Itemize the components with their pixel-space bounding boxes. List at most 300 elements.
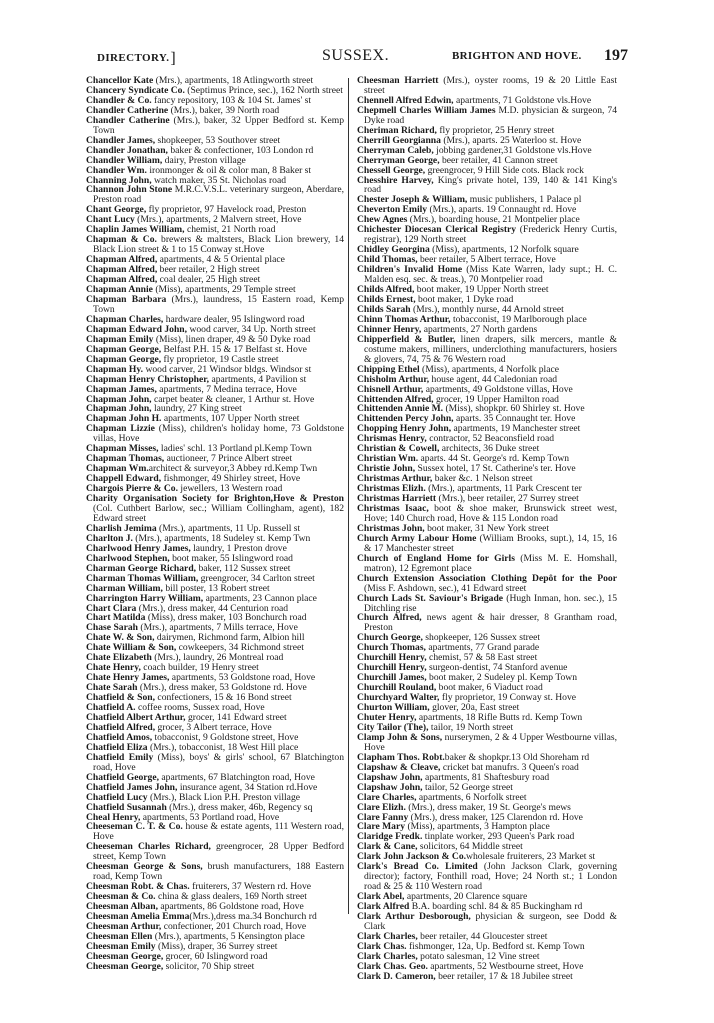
entry-details: fly proprietor, 25 Henry street [436, 124, 555, 136]
entry-name: Cheeseman C. T. & Co. [86, 821, 183, 833]
entry-details: (Mrs.), dress maker, 53 Goldstone rd. Hove [137, 682, 307, 694]
entry-name: Chart Matilda [86, 612, 146, 624]
entry-name: Chapman John, [86, 403, 152, 415]
entry-details: watch maker, 35 St. Nicholas road [151, 174, 287, 186]
running-head-county: SUSSEX. [322, 47, 390, 64]
entry-name: Chapman Alfred, [86, 264, 158, 276]
entry-details: apartments, 20 Clarence square [404, 891, 528, 903]
page-number: 197 [604, 47, 628, 64]
entry-details: wood carver, 34 Up. North street [187, 323, 316, 335]
entry-name: Chant George, [86, 204, 147, 216]
entry-name: Chatfield Eliza [86, 741, 148, 753]
directory-entry [357, 504, 617, 524]
entry-details: apartments, 77 Grand parade [425, 642, 540, 654]
entry-name: Chate William & Son, [86, 642, 177, 654]
entry-details: brush manufacturers, 188 Eastern road, Kemp Town [93, 861, 344, 883]
entry-name: Christie John, [357, 463, 416, 475]
entry-name: Charlish Jemima [86, 522, 157, 534]
entry-name: Chapman Thomas, [86, 453, 165, 465]
entry-details: cricket bat manufrs. 3 Queen's road [440, 761, 579, 773]
entry-name: Charman William, [86, 582, 163, 594]
directory-entry [357, 862, 617, 892]
entry-details: greengrocer, 9 Hill Side cots. Black rock [425, 164, 584, 176]
entry-details: boot maker, 2 Sudeley pl. Kemp Town [426, 672, 578, 684]
entry-details: glover, 20a, East street [429, 702, 520, 714]
entry-name: Churchill Henry, [357, 652, 427, 664]
entry-name: Clark & Cane, [357, 841, 418, 853]
directory-entry [86, 494, 344, 524]
directory-entry [357, 335, 617, 365]
entry-name: Charman Thomas William, [86, 572, 199, 584]
entry-details: (Miss), apartments, 12 Norfolk square [429, 244, 579, 256]
entry-details: dairy, Preston village [162, 154, 246, 166]
entry-details: (Mrs.), apartments, 11 Park Crescent ter [425, 483, 582, 495]
entry-name: Cheesman George, [86, 960, 164, 972]
entry-details: (Mrs.), dress maker, 19 St. George's mews [405, 801, 571, 813]
entry-name: Chapman George, [86, 343, 162, 355]
entry-details: apartments, 6 Norfolk street [416, 791, 527, 803]
column-divider [348, 78, 349, 914]
entry-name: Cheesman & Co. [86, 891, 156, 903]
entry-details: baker & confectioner, 103 London rd [167, 144, 314, 156]
entry-name: Christmas Arthur, [357, 473, 433, 485]
entry-name: Christmas Isaac, [357, 502, 429, 514]
entry-name: Charity Organisation Society for Brighton,Hove & Preston [86, 493, 344, 505]
entry-details: apartments, 67 Blatchington road, Hove [159, 771, 315, 783]
entry-name: Childs Sarah [357, 303, 411, 315]
directory-entry [86, 295, 344, 315]
directory-entry [357, 176, 617, 196]
entry-name: Chapman James, [86, 383, 157, 395]
entry-details: (Mrs.), apartments, 5 Kensington place [152, 930, 305, 942]
entry-name: Churton William, [357, 702, 430, 714]
directory-entry [86, 753, 344, 773]
entry-details: apartments, 7 Medina terrace, Hove [156, 383, 297, 395]
entry-name: Chandler William, [86, 154, 163, 166]
entry-name: Chapman Charles, [86, 313, 164, 325]
entry-name: Chapman Henry Christopher, [86, 373, 210, 385]
entry-name: Clark John Jackson & Co. [357, 851, 467, 863]
entry-name: Charman George Richard, [86, 562, 197, 574]
entry-details: coach builder, 19 Henry street [140, 662, 259, 674]
entry-details: carpet beater & cleaner, 1 Arthur st. Hove [151, 393, 315, 405]
entry-name: Chapman Wm. [86, 463, 149, 475]
entry-name: Chatfield Alfred, [86, 721, 156, 733]
entry-details: beer retailer, 5 Albert terrace, Hove [417, 254, 556, 266]
entry-details: auctioneer, 7 Prince Albert street [164, 453, 293, 465]
entry-details: coal dealer, 25 High street [157, 274, 261, 286]
entry-details: nurserymen, 2 & 4 Upper Westbourne villas, Hove [364, 731, 617, 753]
entry-details: (Frederick Henry Curtis, registrar), 129 North street [364, 224, 618, 246]
entry-details: (Miss M. E. Homshall, matron), 12 Egremont place [364, 552, 617, 574]
entry-details: (Miss), apartments, 29 Temple street [152, 284, 296, 296]
entry-details: baker, 112 Sussex street [196, 562, 291, 574]
entry-details: house & estate agents, 111 Western road, Hove [93, 821, 345, 843]
entry-details: chemist, 21 North road [184, 224, 276, 236]
entry-details: greengrocer, 34 Carlton street [198, 572, 315, 584]
entry-name: Chipping Ethel [357, 363, 420, 375]
entry-name: Chinn Thomas Arthur, [357, 313, 451, 325]
entry-details: potato salesman, 12 Vine street [417, 950, 540, 962]
entry-details: apartments, 27 North gardens [421, 323, 538, 335]
entry-details: apartments, 53 Goldstone road, Hove [169, 672, 316, 684]
entry-details: boot maker, 19 Upper North street [414, 284, 549, 296]
entry-name: Clark Arthur Desborough, [357, 911, 471, 923]
entry-name: Churchill James, [357, 672, 427, 684]
entry-details: ladies' schl. 13 Portland pl.Kemp Town [158, 443, 312, 455]
entry-details: (Mrs.), Black Lion P.H. Preston village [147, 791, 300, 803]
directory-entry [357, 912, 617, 932]
entry-details: Belfast P.H. 15 & 17 Belfast st. Hove [161, 343, 307, 355]
entry-name: Christian & Cowell, [357, 443, 440, 455]
entry-details: aparts. 44 St. George's rd. Kemp Town [418, 453, 570, 465]
entry-name: Chargois Pierre & Co. [86, 483, 179, 495]
entry-name: Church Alfred, [357, 612, 422, 624]
entry-details: (Miss), boys' & girls' school, 67 Blatchington road, Hove [93, 751, 344, 773]
entry-details: M.D. physician & surgeon, 74 Dyke road [364, 104, 618, 126]
entry-details: fly proprietor, 97 Havelock road, Preston [146, 204, 307, 216]
entry-details: beer retailer, 2 High street [157, 264, 260, 276]
entry-name: Chatfield Lucy [86, 791, 148, 803]
entry-name: Clark Charles, [357, 950, 418, 962]
entry-details: apartments, 4 & 5 Oriental place [157, 254, 285, 266]
entry-details: surgeon-dentist, 74 Stanford avenue [426, 662, 568, 674]
entry-name: Chapman Barbara [86, 293, 167, 305]
entry-name: Clark Chas. [357, 940, 407, 952]
entry-details: house agent, 44 Caledonian road [429, 373, 558, 385]
entry-details: (Miss), apartments, 4 Norfolk place [419, 363, 559, 375]
entry-name: Cheesman George, [86, 950, 164, 962]
entry-details: boot maker, 55 Islingword road [169, 552, 293, 564]
entry-name: Chate W. & Son, [86, 632, 155, 644]
entry-name: Chapman George, [86, 353, 162, 365]
entry-name: Chatfield Susannah [86, 801, 167, 813]
entry-details: (Miss F. Ashdown, sec.), 41 Edward street [364, 582, 527, 594]
entry-name: Chatfield & Son, [86, 692, 156, 704]
entry-name: Christmas John, [357, 522, 425, 534]
entry-details: fly proprietor, 19 Conway st. Hove [439, 692, 577, 704]
entry-name: Chessell George, [357, 164, 426, 176]
entry-name: Christmas Harriett [357, 493, 437, 505]
entry-name: Churchill Rouland, [357, 682, 437, 694]
entry-name: Chatfield Emily [86, 751, 154, 763]
entry-name: Cheeseman Charles Richard, [86, 841, 211, 853]
entry-details: apartments, 52 Westbourne street, Hove [427, 960, 584, 972]
entry-details: tinplate worker, 293 Queen's Park road [422, 831, 575, 843]
entry-name: Clapshaw & Cleave, [357, 761, 441, 773]
entry-name: Clark Abel, [357, 891, 405, 903]
directory-label: DIRECTORY. [97, 52, 170, 64]
entry-name: Cheesman Emily [86, 940, 156, 952]
directory-entry [86, 424, 344, 444]
entry-details: baker &c. 1 Nelson street [432, 473, 533, 485]
entry-details: solicitors, 64 Middle street [417, 841, 523, 853]
entry-details: fly proprietor, 19 Castle street [161, 353, 279, 365]
entry-name: Chandler Catherine [86, 104, 169, 116]
entry-details: boot & shoe maker, Brunswick street west, Hove; 140 Church road, Hove & 115 London road [364, 502, 617, 524]
entry-name: Clare Elizh. [357, 801, 406, 813]
entry-details: (Mrs.), laundry, 26 Montreal road [151, 652, 284, 664]
entry-details: insurance agent, 34 Station rd.Hove [177, 781, 318, 793]
directory-entry [357, 613, 617, 633]
entry-details: tobacconist, 9 Goldstone street, Hove [152, 731, 299, 743]
directory-entry [357, 574, 617, 594]
entry-name: Chapman Lizzie [86, 423, 155, 435]
entry-details: laundry, 1 Preston drove [190, 542, 287, 554]
entry-name: Chepmell Charles William James [357, 104, 496, 116]
entry-name: Chatfield Albert Arthur, [86, 712, 186, 723]
entry-details: (Mrs.), baker, 39 North road [168, 104, 280, 116]
entry-name: Christmas Elizh. [357, 483, 426, 495]
directory-entry [86, 185, 344, 205]
entry-name: Cheesman Alban, [86, 901, 158, 913]
entry-name: Chancellor Kate [86, 75, 154, 86]
entry-details: dairymen, Richmond farm, Albion hill [154, 632, 305, 644]
entry-details: architects, 36 Duke street [439, 443, 540, 455]
entry-name: Chart Clara [86, 602, 137, 614]
entry-name: Chichester Diocesan Clerical Registry [357, 224, 517, 236]
entry-details: shopkeeper, 53 Southover street [155, 134, 281, 146]
entry-name: Clark Chas. Geo. [357, 960, 428, 972]
entry-name: Chandler Catherine [86, 114, 170, 126]
entry-name: Chant Lucy [86, 214, 135, 226]
directory-entry [357, 733, 617, 753]
entry-details: (Mrs.), oyster rooms, 19 & 20 Little East street [364, 75, 617, 96]
entry-details: architect & surveyor,3 Abbey rd.Kemp Twn [148, 463, 318, 475]
entry-details: (Miss), dress maker, 103 Bonchurch road [145, 612, 307, 624]
directory-entry [86, 862, 344, 882]
entry-name: Chancery Syndicate Co. [86, 84, 185, 96]
entry-details: news agent & hair dresser, 8 Grantham road, Preston [364, 612, 617, 634]
entry-details: B.A. boarding schl. 84 & 85 Buckingham rd [409, 901, 583, 913]
entry-name: Church Lads St. Saviour's Brigade [357, 592, 504, 604]
entry-details: apartments, 107 Upper North street [161, 413, 300, 425]
entry-details: greengrocer, 28 Upper Bedford street, Kemp Town [93, 841, 344, 863]
entry-name: Child Thomas, [357, 254, 418, 266]
entry-name: Cheriman Richard, [357, 124, 437, 136]
entry-details: shopkeeper, 126 Sussex street [422, 632, 541, 644]
entry-name: Cherrill Georgianna [357, 134, 441, 146]
entry-details: fruiterers, 37 Western rd. Hove [189, 881, 312, 893]
entry-details: tailor, 19 North street [428, 721, 514, 733]
directory-entry [357, 972, 617, 982]
running-head-left [97, 50, 176, 68]
entry-name: Clare Fanny [357, 811, 409, 823]
directory-entry [86, 116, 344, 136]
entry-name: Chatfield Amos, [86, 731, 153, 743]
entry-details: boot maker, 31 New York street [424, 522, 550, 534]
entry-name: Chaplin James William, [86, 224, 185, 236]
entry-name: Church Thomas, [357, 642, 426, 654]
entry-name: Clapshaw John, [357, 771, 423, 783]
entry-name: Clark Charles, [357, 930, 418, 942]
entry-name: Charlwood Stephen, [86, 552, 170, 564]
entry-details: boot maker, 6 Viaduct road [436, 682, 543, 694]
entry-name: Chester Joseph & William, [357, 194, 468, 206]
entry-details: wholesale fruiterers, 23 Market st [466, 851, 596, 863]
entry-name: Chennell Alfred Edwin, [357, 94, 454, 106]
entry-details: aparts. 35 Connaught ter. Hove [453, 413, 576, 425]
entry-details: apartments, 53 Portland road, Hove [140, 811, 280, 823]
entry-name: Chittenden Alfred, [357, 393, 434, 405]
entry-details: contractor, 52 Beaconsfield road [426, 433, 555, 445]
entry-name: Cheesman Ellen [86, 930, 153, 942]
entry-details: apartments, 71 Goldstone vls.Hove [453, 94, 592, 106]
entry-name: Chandler Jonathan, [86, 144, 168, 156]
entry-details: tailor, 52 George street [422, 781, 513, 793]
entry-name: Cheesman Arthur, [86, 921, 162, 933]
entry-details: (Mrs.), laundress, 15 Eastern road, Kemp Town [93, 293, 345, 315]
entry-details: (Mrs.), baker, 32 Upper Bedford st. Kemp Town [93, 114, 344, 136]
entry-details: apartments, 86 Goldstone road, Hove [157, 901, 304, 913]
entry-details: (Mrs.), apartments, 7 Mills terrace, Hove [137, 622, 298, 634]
running-head-town: BRIGHTON AND HOVE. [452, 50, 582, 62]
entry-name: Chandler Wm. [86, 164, 147, 176]
entry-details: (Miss), apartments, 3 Hampton place [405, 821, 550, 833]
entry-details: bill poster, 13 Robert street [162, 582, 270, 594]
entry-details: hardware dealer, 95 Islingword road [163, 313, 305, 325]
entry-name: Chate Henry, [86, 662, 141, 674]
entry-details: confectioner, 201 Church road, Hove [161, 921, 307, 933]
entry-details: beer retailer, 44 Gloucester street [417, 930, 548, 942]
entry-name: Clark Alfred [357, 901, 410, 913]
entry-details: beer retailer, 41 Cannon street [439, 154, 558, 166]
entry-name: Charrington Harry William, [86, 592, 204, 604]
entry-details: jobbing gardener,31 Goldstone vls.Hove [433, 144, 592, 156]
entry-details: (John Jackson Clark, governing director); factory, Fonthill road, Hove; 24 North st.; 1 London road & 25 & 110 Western road [364, 861, 617, 893]
directory-entry [357, 265, 617, 285]
entry-details: (Mrs.), apartments, 18 Sudeley st. Kemp Twn [132, 532, 311, 544]
entry-details: (Mrs.), apartments, 2 Malvern street, Hove [134, 214, 302, 226]
entry-name: Charlwood Henry James, [86, 542, 191, 554]
entry-name: Clapham Thos. Robt. [357, 751, 445, 763]
entry-details: apartments, 18 Rifle Butts rd. Kemp Town [416, 712, 583, 723]
entry-name: Clapshaw John, [357, 781, 423, 793]
entry-details: (Hugh Inman, hon. sec.), 15 Ditchling rise [364, 592, 617, 614]
entry-name: Cheesman George & Sons, [86, 861, 203, 873]
entry-details: grocer, 19 Upper Hamilton road [433, 393, 559, 405]
entry-name: Chapman Hy. [86, 363, 144, 375]
entry-details: (Mrs.), dress maker, 46b, Regency sq [166, 801, 313, 813]
directory-entry [86, 842, 344, 862]
directory-entry [86, 822, 344, 842]
entry-details: (Mrs.), beer retailer, 27 Surrey street [436, 493, 579, 505]
entry-name: Cheal Henry, [86, 811, 141, 823]
entry-details: physician & surgeon, see Dodd & Clark [364, 911, 617, 933]
entry-details: (William Brooks, supt.), 14, 15, 16 & 17 Manchester street [364, 532, 617, 554]
entry-details: boot maker, 1 Dyke road [415, 293, 514, 305]
entry-name: Cherryman Caleb, [357, 144, 434, 156]
entry-details: china & glass dealers, 169 North street [155, 891, 307, 903]
entry-name: Chapman Misses, [86, 443, 159, 455]
entry-details: (Mrs.), apartments, 18 Atlingworth street [153, 75, 314, 86]
directory-entry [357, 554, 617, 574]
entry-details: fishmonger, 49 Shirley street, Hove [161, 473, 301, 485]
entry-name: Chesshire Harvey, [357, 174, 434, 186]
entry-name: Cheesman Harriett [357, 75, 439, 86]
entry-details: apartments, 19 Manchester street [451, 423, 581, 435]
entry-details: coffee rooms, Sussex road, Hove [135, 702, 265, 714]
entry-name: Chapman Edward John, [86, 323, 188, 335]
entry-details: (Miss), shopkpr. 60 Shirley st. Hove [443, 403, 585, 415]
entry-details: apartments, 49 Goldstone villas, Hove [423, 383, 573, 395]
entry-name: Clamp John & Sons, [357, 731, 443, 743]
entry-name: Chate Elizabeth [86, 652, 152, 664]
directory-entry [357, 594, 617, 614]
entry-details: fishmonger, 12a, Up. Bedford st. Kemp Town [406, 940, 585, 952]
entry-details: (Miss), children's holiday home, 73 Goldstone villas, Hove [93, 423, 344, 445]
right-column [357, 76, 617, 982]
entry-details: confectioners, 15 & 16 Bond street [155, 692, 292, 704]
entry-name: Chatfield A. [86, 702, 136, 714]
directory-entry [357, 225, 617, 245]
entry-name: Chew Agnes [357, 214, 408, 226]
entry-name: Chapman Alfred, [86, 254, 158, 266]
entry-name: Chittenden Percy John, [357, 413, 454, 425]
entry-details: (Miss Kate Warren, lady supt.; H. C. Malden esq. sec. & treas.), 70 Montpelier road [364, 264, 617, 286]
entry-name: Churchyard Walter, [357, 692, 440, 704]
entry-name: Channing John, [86, 174, 152, 186]
entry-name: Clare Charles, [357, 791, 417, 803]
entry-details: (Miss), linen draper, 49 & 50 Dyke road [153, 333, 311, 345]
entry-details: (Mrs.), tobacconist, 18 West Hill place [147, 741, 299, 753]
entry-details: fancy repository, 103 & 104 St. James' st [151, 94, 312, 106]
entry-details: (Mrs.), monthly nurse, 44 Arnold street [410, 303, 564, 315]
entry-details: (Mrs.), dress maker, 44 Centurion road [136, 602, 289, 614]
entry-details: grocer, 3 Albert terrace, Hove [155, 721, 272, 733]
bracket-glyph: ] [170, 50, 177, 67]
entry-details: Sussex hotel, 17 St. Catherine's ter. Hove [415, 463, 576, 475]
entry-details: beer retailer, 17 & 18 Jubilee street [435, 970, 573, 982]
entry-details: (Mrs.), boarding house, 21 Montpelier place [407, 214, 580, 226]
entry-name: Childs Ernest, [357, 293, 416, 305]
entry-details: linen drapers, silk mercers, mantle & costume makers, milliners, underclothing manufacturers, hosiers & glovers, 74, 75 & 76 Western road [364, 333, 617, 365]
entry-details: King's private hotel, 139, 140 & 141 King's road [364, 174, 617, 196]
entry-details: (Miss), draper, 36 Surrey street [155, 940, 278, 952]
entry-name: Chapman John H. [86, 413, 162, 425]
entry-name: Childs Alfred, [357, 284, 415, 296]
entry-details: ironmonger & oil & color man, 8 Baker st [146, 164, 312, 176]
entry-details: (Mrs.),dress ma.34 Bonchurch rd [189, 911, 317, 923]
entry-name: Children's Invalid Home [357, 264, 463, 276]
entry-details: cowkeepers, 34 Richmond street [176, 642, 304, 654]
entry-details: chemist, 57 & 58 East street [426, 652, 538, 664]
entry-name: Charlton J. [86, 532, 133, 544]
entry-name: Clark D. Cameron, [357, 970, 436, 982]
entry-name: Chapman Alfred, [86, 274, 158, 286]
entry-name: Chidley Georgina [357, 244, 430, 256]
entry-details: (Mrs.), aparts. 25 Waterloo st. Hove [440, 134, 582, 146]
entry-name: Chapman John, [86, 393, 152, 405]
entry-details: (Septimus Prince, sec.), 162 North street [184, 84, 343, 96]
left-column [86, 76, 344, 972]
entry-name: Chapman Annie [86, 284, 153, 296]
entry-name: City Tailor (The), [357, 721, 429, 733]
entry-name: Chuter Henry, [357, 712, 417, 723]
entry-name: Cheesman Amelia Emma [86, 911, 190, 923]
entry-name: Church Army Labour Home [357, 532, 477, 544]
entry-name: Chate Sarah [86, 682, 138, 694]
entry-details: brewers & maltsters, Black Lion brewery, 14 Black Lion street & 1 to 15 Conway st.Hove [93, 234, 344, 256]
entry-details: jewellers, 13 Western road [178, 483, 283, 495]
page-header [0, 47, 714, 67]
entry-details: (Mrs.), aparts. 19 Connaught rd. Hove [427, 204, 577, 216]
entry-name: Chandler James, [86, 134, 156, 146]
entry-details: apartments, 81 Shaftesbury road [422, 771, 550, 783]
entry-name: Clare Mary [357, 821, 406, 833]
entry-name: Cheverton Emily [357, 204, 428, 216]
entry-name: Chapman & Co. [86, 234, 157, 246]
